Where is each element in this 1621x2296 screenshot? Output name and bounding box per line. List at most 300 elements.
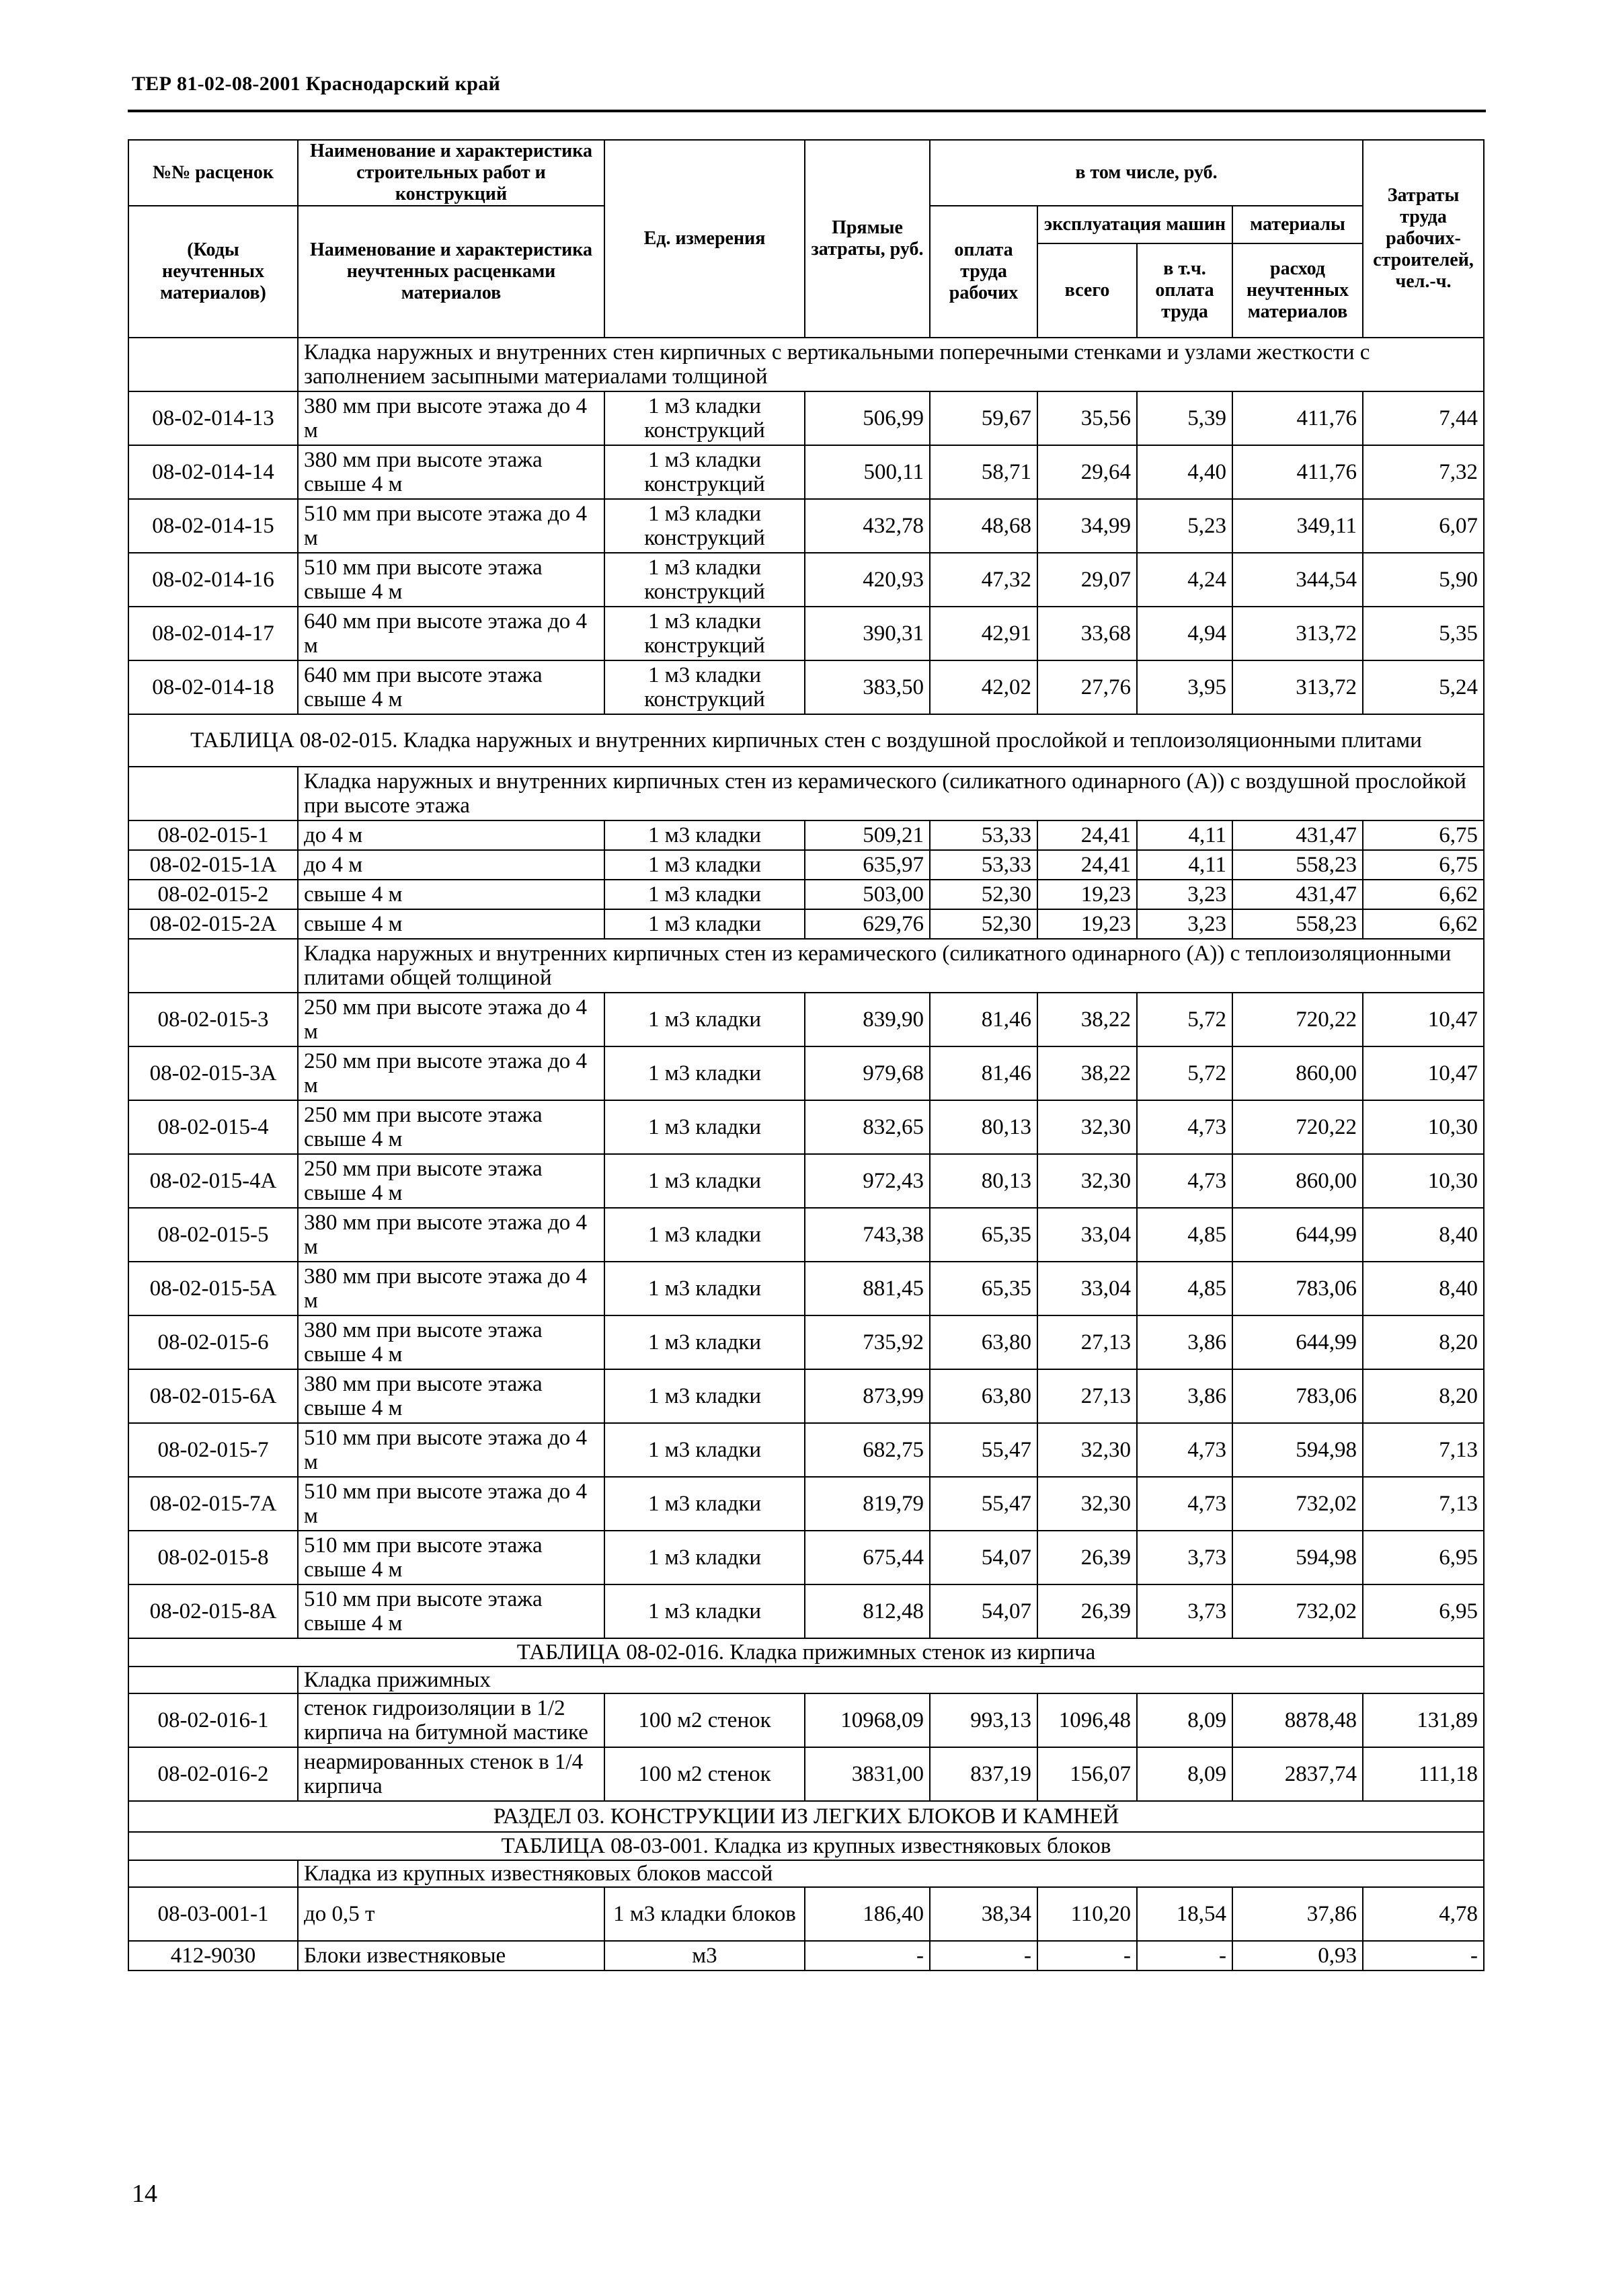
cell-unit: 1 м3 кладки конструкций xyxy=(604,499,805,553)
cell-labor: 5,24 xyxy=(1363,660,1484,714)
cell-machines-wages: 4,94 xyxy=(1137,607,1232,660)
cell-materials: 313,72 xyxy=(1232,607,1363,660)
cell-wages: 52,30 xyxy=(930,880,1037,909)
cell-wages: 58,71 xyxy=(930,445,1037,499)
cell-direct: 500,11 xyxy=(805,445,930,499)
table-row xyxy=(128,1315,1484,1369)
cell-blank xyxy=(128,939,298,993)
cell-labor: 6,07 xyxy=(1363,499,1484,553)
cell-wages: - xyxy=(930,1941,1037,1970)
cell-labor: 10,30 xyxy=(1363,1100,1484,1154)
cell-name: свыше 4 м xyxy=(298,909,604,939)
cell-unit: 1 м3 кладки конструкций xyxy=(604,660,805,714)
cell-machines-wages: 8,09 xyxy=(1137,1693,1232,1747)
section-row xyxy=(128,1801,1484,1832)
cell-machines-wages: 5,39 xyxy=(1137,391,1232,445)
cell-machines: 32,30 xyxy=(1037,1423,1137,1477)
table-row xyxy=(128,1747,1484,1801)
cell-direct: 873,99 xyxy=(805,1369,930,1423)
cell-machines: 26,39 xyxy=(1037,1531,1137,1584)
cell-unit: 1 м3 кладки блоков xyxy=(604,1887,805,1941)
cell-materials: 783,06 xyxy=(1232,1369,1363,1423)
cell-materials: 732,02 xyxy=(1232,1477,1363,1531)
table-title: ТАБЛИЦА 08-02-016. Кладка прижимных стенок из кирпича xyxy=(128,1638,1484,1667)
cell-labor: 111,18 xyxy=(1363,1747,1484,1801)
cell-name: 380 мм при высоте этажа до 4 м xyxy=(298,391,604,445)
col-unit-header: Ед. измерения xyxy=(604,140,805,338)
cell-labor: 131,89 xyxy=(1363,1693,1484,1747)
cell-materials: 732,02 xyxy=(1232,1584,1363,1638)
cell-materials: 0,93 xyxy=(1232,1941,1363,1970)
cell-unit: 1 м3 кладки xyxy=(604,1369,805,1423)
cell-code: 08-03-001-1 xyxy=(128,1887,298,1941)
cell-wages: 63,80 xyxy=(930,1369,1037,1423)
group-row xyxy=(128,338,1484,391)
cell-labor: - xyxy=(1363,1941,1484,1970)
cell-name: 250 мм при высоте этажа до 4 м xyxy=(298,993,604,1046)
cell-materials: 860,00 xyxy=(1232,1154,1363,1208)
cell-code: 08-02-016-2 xyxy=(128,1747,298,1801)
table-row xyxy=(128,1369,1484,1423)
cell-code: 08-02-015-4А xyxy=(128,1154,298,1208)
cell-wages: 48,68 xyxy=(930,499,1037,553)
cell-labor: 5,90 xyxy=(1363,553,1484,607)
cell-code: 08-02-015-6А xyxy=(128,1369,298,1423)
col-code-subheader: (Коды неучтенных материалов) xyxy=(128,206,298,338)
cell-materials: 594,98 xyxy=(1232,1531,1363,1584)
cell-machines-wages: 4,73 xyxy=(1137,1423,1232,1477)
table-row xyxy=(128,660,1484,714)
cell-machines: 110,20 xyxy=(1037,1887,1137,1941)
page-number: 14 xyxy=(132,2180,157,2208)
col-name-subheader: Наименование и характеристика неучтенных расценками материалов xyxy=(298,206,604,338)
cell-wages: 63,80 xyxy=(930,1315,1037,1369)
cell-unit: 1 м3 кладки xyxy=(604,1584,805,1638)
cell-wages: 837,19 xyxy=(930,1747,1037,1801)
cell-unit: 1 м3 кладки конструкций xyxy=(604,607,805,660)
table-row xyxy=(128,1693,1484,1747)
cell-machines-wages: 4,73 xyxy=(1137,1477,1232,1531)
cell-machines: 26,39 xyxy=(1037,1584,1137,1638)
cell-unit: 1 м3 кладки xyxy=(604,850,805,880)
cell-name: 510 мм при высоте этажа до 4 м xyxy=(298,499,604,553)
cell-name: 380 мм при высоте этажа свыше 4 м xyxy=(298,1315,604,1369)
table-row xyxy=(128,1477,1484,1531)
table-row xyxy=(128,1154,1484,1208)
cell-wages: 38,34 xyxy=(930,1887,1037,1941)
cell-materials: 344,54 xyxy=(1232,553,1363,607)
table-row xyxy=(128,1046,1484,1100)
cell-code: 08-02-016-1 xyxy=(128,1693,298,1747)
table-title: ТАБЛИЦА 08-02-015. Кладка наружных и внутренних кирпичных стен с воздушной прослойкой и теплоизоляционными плитами xyxy=(128,714,1484,767)
cell-machines-wages: 3,86 xyxy=(1137,1369,1232,1423)
rates-table xyxy=(128,139,1485,1971)
table-row xyxy=(128,880,1484,909)
group-heading: Кладка наружных и внутренних стен кирпичных с вертикальными поперечными стенками и узлами жесткости с заполнением засыпными материалами толщиной xyxy=(298,338,1484,391)
cell-labor: 6,62 xyxy=(1363,880,1484,909)
running-header: ТЕР 81-02-08-2001 Краснодарский край xyxy=(132,73,501,95)
cell-name: 380 мм при высоте этажа до 4 м xyxy=(298,1262,604,1315)
cell-direct: 881,45 xyxy=(805,1262,930,1315)
cell-materials: 8878,48 xyxy=(1232,1693,1363,1747)
col-name-header: Наименование и характеристика строительных работ и конструкций xyxy=(298,140,604,206)
cell-direct: 743,38 xyxy=(805,1208,930,1262)
cell-unit: 1 м3 кладки конструкций xyxy=(604,445,805,499)
cell-machines: - xyxy=(1037,1941,1137,1970)
cell-code: 08-02-014-17 xyxy=(128,607,298,660)
cell-direct: 506,99 xyxy=(805,391,930,445)
cell-labor: 5,35 xyxy=(1363,607,1484,660)
table-body xyxy=(128,338,1484,1970)
cell-direct: 832,65 xyxy=(805,1100,930,1154)
cell-wages: 993,13 xyxy=(930,1693,1037,1747)
cell-materials: 558,23 xyxy=(1232,850,1363,880)
table-title-row xyxy=(128,714,1484,767)
cell-labor: 4,78 xyxy=(1363,1887,1484,1941)
cell-machines: 29,64 xyxy=(1037,445,1137,499)
cell-machines: 24,41 xyxy=(1037,850,1137,880)
table-row xyxy=(128,445,1484,499)
cell-direct: 972,43 xyxy=(805,1154,930,1208)
cell-labor: 8,40 xyxy=(1363,1208,1484,1262)
cell-wages: 54,07 xyxy=(930,1584,1037,1638)
cell-direct: 186,40 xyxy=(805,1887,930,1941)
table-row xyxy=(128,820,1484,850)
cell-unit: м3 xyxy=(604,1941,805,1970)
cell-wages: 81,46 xyxy=(930,1046,1037,1100)
cell-machines: 33,04 xyxy=(1037,1208,1137,1262)
cell-labor: 10,47 xyxy=(1363,1046,1484,1100)
cell-name: 510 мм при высоте этажа до 4 м xyxy=(298,1477,604,1531)
cell-materials: 720,22 xyxy=(1232,1100,1363,1154)
group-row xyxy=(128,939,1484,993)
cell-unit: 1 м3 кладки xyxy=(604,993,805,1046)
cell-wages: 55,47 xyxy=(930,1423,1037,1477)
table-title-row xyxy=(128,1832,1484,1860)
cell-machines: 34,99 xyxy=(1037,499,1137,553)
cell-materials: 720,22 xyxy=(1232,993,1363,1046)
cell-labor: 7,13 xyxy=(1363,1477,1484,1531)
cell-machines-wages: 3,95 xyxy=(1137,660,1232,714)
cell-blank xyxy=(128,1860,298,1887)
cell-machines: 33,04 xyxy=(1037,1262,1137,1315)
cell-materials: 644,99 xyxy=(1232,1208,1363,1262)
col-materials-header: материалы xyxy=(1232,206,1363,243)
cell-code: 08-02-015-3 xyxy=(128,993,298,1046)
cell-direct: 503,00 xyxy=(805,880,930,909)
cell-machines: 27,13 xyxy=(1037,1315,1137,1369)
cell-direct: 735,92 xyxy=(805,1315,930,1369)
cell-machines-wages: 4,73 xyxy=(1137,1154,1232,1208)
cell-machines: 32,30 xyxy=(1037,1477,1137,1531)
cell-name: 250 мм при высоте этажа свыше 4 м xyxy=(298,1154,604,1208)
cell-blank xyxy=(128,767,298,820)
table-row xyxy=(128,1262,1484,1315)
cell-wages: 80,13 xyxy=(930,1100,1037,1154)
cell-code: 412-9030 xyxy=(128,1941,298,1970)
cell-wages: 53,33 xyxy=(930,820,1037,850)
cell-code: 08-02-014-16 xyxy=(128,553,298,607)
cell-unit: 1 м3 кладки xyxy=(604,1208,805,1262)
cell-machines: 1096,48 xyxy=(1037,1693,1137,1747)
cell-materials: 37,86 xyxy=(1232,1887,1363,1941)
cell-machines-wages: 4,73 xyxy=(1137,1100,1232,1154)
cell-unit: 1 м3 кладки конструкций xyxy=(604,553,805,607)
cell-code: 08-02-015-2А xyxy=(128,909,298,939)
cell-machines: 32,30 xyxy=(1037,1100,1137,1154)
table-title-row xyxy=(128,1638,1484,1667)
cell-blank xyxy=(128,338,298,391)
cell-unit: 1 м3 кладки xyxy=(604,909,805,939)
section-title: РАЗДЕЛ 03. КОНСТРУКЦИИ ИЗ ЛЕГКИХ БЛОКОВ И КАМНЕЙ xyxy=(128,1801,1484,1832)
cell-direct: 635,97 xyxy=(805,850,930,880)
cell-name: 380 мм при высоте этажа свыше 4 м xyxy=(298,445,604,499)
col-wages-header: оплата труда рабочих xyxy=(930,206,1037,338)
cell-machines: 24,41 xyxy=(1037,820,1137,850)
cell-name: 380 мм при высоте этажа свыше 4 м xyxy=(298,1369,604,1423)
table-row xyxy=(128,993,1484,1046)
cell-machines-wages: 3,23 xyxy=(1137,880,1232,909)
cell-code: 08-02-015-8 xyxy=(128,1531,298,1584)
col-mach-total-header: всего xyxy=(1037,243,1137,338)
cell-machines: 38,22 xyxy=(1037,993,1137,1046)
cell-name: до 4 м xyxy=(298,850,604,880)
cell-materials: 431,47 xyxy=(1232,820,1363,850)
cell-labor: 10,47 xyxy=(1363,993,1484,1046)
group-row xyxy=(128,1667,1484,1693)
cell-machines-wages: 4,85 xyxy=(1137,1208,1232,1262)
cell-direct: 812,48 xyxy=(805,1584,930,1638)
cell-materials: 411,76 xyxy=(1232,445,1363,499)
cell-code: 08-02-014-15 xyxy=(128,499,298,553)
cell-wages: 54,07 xyxy=(930,1531,1037,1584)
cell-labor: 8,20 xyxy=(1363,1369,1484,1423)
cell-wages: 47,32 xyxy=(930,553,1037,607)
cell-code: 08-02-015-4 xyxy=(128,1100,298,1154)
cell-name: неармированных стенок в 1/4 кирпича xyxy=(298,1747,604,1801)
cell-name: 250 мм при высоте этажа до 4 м xyxy=(298,1046,604,1100)
cell-wages: 80,13 xyxy=(930,1154,1037,1208)
cell-unit: 100 м2 стенок xyxy=(604,1747,805,1801)
table-row xyxy=(128,1531,1484,1584)
cell-machines-wages: 5,23 xyxy=(1137,499,1232,553)
cell-labor: 6,95 xyxy=(1363,1584,1484,1638)
cell-unit: 1 м3 кладки xyxy=(604,1154,805,1208)
cell-direct: 432,78 xyxy=(805,499,930,553)
table-row xyxy=(128,1423,1484,1477)
cell-direct: - xyxy=(805,1941,930,1970)
cell-unit: 1 м3 кладки xyxy=(604,1477,805,1531)
cell-materials: 431,47 xyxy=(1232,880,1363,909)
cell-labor: 6,95 xyxy=(1363,1531,1484,1584)
cell-labor: 8,40 xyxy=(1363,1262,1484,1315)
cell-direct: 675,44 xyxy=(805,1531,930,1584)
cell-materials: 860,00 xyxy=(1232,1046,1363,1100)
cell-materials: 411,76 xyxy=(1232,391,1363,445)
cell-unit: 100 м2 стенок xyxy=(604,1693,805,1747)
cell-machines-wages: 3,73 xyxy=(1137,1584,1232,1638)
group-heading: Кладка наружных и внутренних кирпичных стен из керамического (силикатного одинарного (А)) с воздушной прослойкой при высоте этажа xyxy=(298,767,1484,820)
table-row xyxy=(128,1100,1484,1154)
cell-unit: 1 м3 кладки xyxy=(604,880,805,909)
cell-unit: 1 м3 кладки конструкций xyxy=(604,391,805,445)
col-code-header: №№ расценок xyxy=(128,140,298,206)
cell-machines: 29,07 xyxy=(1037,553,1137,607)
cell-direct: 819,79 xyxy=(805,1477,930,1531)
cell-machines-wages: 4,40 xyxy=(1137,445,1232,499)
cell-materials: 558,23 xyxy=(1232,909,1363,939)
cell-wages: 65,35 xyxy=(930,1208,1037,1262)
cell-name: 380 мм при высоте этажа до 4 м xyxy=(298,1208,604,1262)
cell-labor: 7,44 xyxy=(1363,391,1484,445)
cell-code: 08-02-015-5А xyxy=(128,1262,298,1315)
cell-direct: 839,90 xyxy=(805,993,930,1046)
cell-name: Блоки известняковые xyxy=(298,1941,604,1970)
cell-unit: 1 м3 кладки xyxy=(604,1262,805,1315)
cell-machines: 33,68 xyxy=(1037,607,1137,660)
cell-machines-wages: 4,11 xyxy=(1137,850,1232,880)
cell-direct: 3831,00 xyxy=(805,1747,930,1801)
cell-machines-wages: 3,86 xyxy=(1137,1315,1232,1369)
cell-blank xyxy=(128,1667,298,1693)
cell-wages: 81,46 xyxy=(930,993,1037,1046)
cell-wages: 42,02 xyxy=(930,660,1037,714)
cell-direct: 10968,09 xyxy=(805,1693,930,1747)
cell-unit: 1 м3 кладки xyxy=(604,1100,805,1154)
cell-code: 08-02-015-6 xyxy=(128,1315,298,1369)
cell-machines: 27,76 xyxy=(1037,660,1137,714)
cell-machines-wages: 4,24 xyxy=(1137,553,1232,607)
cell-machines-wages: - xyxy=(1137,1941,1232,1970)
cell-materials: 313,72 xyxy=(1232,660,1363,714)
table-row xyxy=(128,1887,1484,1941)
table-row xyxy=(128,553,1484,607)
col-labor-header: Затраты труда рабочих-строителей, чел.-ч. xyxy=(1363,140,1484,338)
cell-unit: 1 м3 кладки xyxy=(604,1046,805,1100)
cell-materials: 349,11 xyxy=(1232,499,1363,553)
cell-code: 08-02-014-13 xyxy=(128,391,298,445)
group-row xyxy=(128,767,1484,820)
group-row xyxy=(128,1860,1484,1887)
cell-direct: 390,31 xyxy=(805,607,930,660)
cell-machines: 38,22 xyxy=(1037,1046,1137,1100)
cell-name: 510 мм при высоте этажа свыше 4 м xyxy=(298,1531,604,1584)
cell-direct: 629,76 xyxy=(805,909,930,939)
table-row xyxy=(128,850,1484,880)
cell-wages: 42,91 xyxy=(930,607,1037,660)
col-direct-header: Прямые затраты, руб. xyxy=(805,140,930,338)
cell-code: 08-02-015-1А xyxy=(128,850,298,880)
cell-direct: 509,21 xyxy=(805,820,930,850)
cell-labor: 8,20 xyxy=(1363,1315,1484,1369)
cell-machines-wages: 4,11 xyxy=(1137,820,1232,850)
cell-labor: 7,13 xyxy=(1363,1423,1484,1477)
table-row xyxy=(128,909,1484,939)
cell-unit: 1 м3 кладки xyxy=(604,1315,805,1369)
cell-machines: 27,13 xyxy=(1037,1369,1137,1423)
cell-labor: 6,75 xyxy=(1363,820,1484,850)
group-heading: Кладка прижимных xyxy=(298,1667,1484,1693)
cell-machines: 156,07 xyxy=(1037,1747,1137,1801)
cell-machines-wages: 3,23 xyxy=(1137,909,1232,939)
col-mach-wages-header: в т.ч. оплата труда xyxy=(1137,243,1232,338)
col-materials-unacc-header: расход неучтенных материалов xyxy=(1232,243,1363,338)
cell-direct: 420,93 xyxy=(805,553,930,607)
cell-machines-wages: 5,72 xyxy=(1137,1046,1232,1100)
cell-unit: 1 м3 кладки xyxy=(604,1423,805,1477)
cell-machines-wages: 3,73 xyxy=(1137,1531,1232,1584)
cell-machines-wages: 5,72 xyxy=(1137,993,1232,1046)
cell-name: 640 мм при высоте этажа до 4 м xyxy=(298,607,604,660)
cell-name: 510 мм при высоте этажа свыше 4 м xyxy=(298,1584,604,1638)
cell-name: до 0,5 т xyxy=(298,1887,604,1941)
cell-code: 08-02-014-14 xyxy=(128,445,298,499)
cell-wages: 53,33 xyxy=(930,850,1037,880)
cell-name: свыше 4 м xyxy=(298,880,604,909)
table-row xyxy=(128,1584,1484,1638)
table-row xyxy=(128,607,1484,660)
cell-name: до 4 м xyxy=(298,820,604,850)
cell-materials: 644,99 xyxy=(1232,1315,1363,1369)
table-row xyxy=(128,499,1484,553)
cell-wages: 59,67 xyxy=(930,391,1037,445)
group-heading: Кладка из крупных известняковых блоков массой xyxy=(298,1860,1484,1887)
cell-materials: 2837,74 xyxy=(1232,1747,1363,1801)
group-heading: Кладка наружных и внутренних кирпичных стен из керамического (силикатного одинарного (А)) с теплоизоляционными плитами общей толщиной xyxy=(298,939,1484,993)
cell-name: стенок гидроизоляции в 1/2 кирпича на битумной мастике xyxy=(298,1693,604,1747)
cell-machines: 19,23 xyxy=(1037,909,1137,939)
cell-code: 08-02-015-5 xyxy=(128,1208,298,1262)
cell-machines: 32,30 xyxy=(1037,1154,1137,1208)
cell-code: 08-02-015-7А xyxy=(128,1477,298,1531)
cell-code: 08-02-015-3А xyxy=(128,1046,298,1100)
cell-code: 08-02-015-7 xyxy=(128,1423,298,1477)
cell-code: 08-02-015-1 xyxy=(128,820,298,850)
cell-labor: 7,32 xyxy=(1363,445,1484,499)
cell-name: 510 мм при высоте этажа свыше 4 м xyxy=(298,553,604,607)
header-rule xyxy=(128,110,1486,112)
cell-labor: 10,30 xyxy=(1363,1154,1484,1208)
table-title: ТАБЛИЦА 08-03-001. Кладка из крупных известняковых блоков xyxy=(128,1832,1484,1860)
cell-unit: 1 м3 кладки xyxy=(604,820,805,850)
cell-materials: 594,98 xyxy=(1232,1423,1363,1477)
cell-machines-wages: 8,09 xyxy=(1137,1747,1232,1801)
cell-wages: 52,30 xyxy=(930,909,1037,939)
cell-machines-wages: 18,54 xyxy=(1137,1887,1232,1941)
col-machines-header: эксплуатация машин xyxy=(1037,206,1232,243)
cell-name: 250 мм при высоте этажа свыше 4 м xyxy=(298,1100,604,1154)
table-row xyxy=(128,1208,1484,1262)
cell-direct: 383,50 xyxy=(805,660,930,714)
cell-machines: 35,56 xyxy=(1037,391,1137,445)
cell-code: 08-02-015-8А xyxy=(128,1584,298,1638)
cell-wages: 65,35 xyxy=(930,1262,1037,1315)
cell-name: 510 мм при высоте этажа до 4 м xyxy=(298,1423,604,1477)
table-row xyxy=(128,1941,1484,1970)
cell-labor: 6,75 xyxy=(1363,850,1484,880)
cell-direct: 979,68 xyxy=(805,1046,930,1100)
cell-name: 640 мм при высоте этажа свыше 4 м xyxy=(298,660,604,714)
cell-machines: 19,23 xyxy=(1037,880,1137,909)
cell-machines-wages: 4,85 xyxy=(1137,1262,1232,1315)
cell-materials: 783,06 xyxy=(1232,1262,1363,1315)
cell-code: 08-02-015-2 xyxy=(128,880,298,909)
cell-unit: 1 м3 кладки xyxy=(604,1531,805,1584)
cell-direct: 682,75 xyxy=(805,1423,930,1477)
table-row xyxy=(128,391,1484,445)
cell-code: 08-02-014-18 xyxy=(128,660,298,714)
cell-labor: 6,62 xyxy=(1363,909,1484,939)
